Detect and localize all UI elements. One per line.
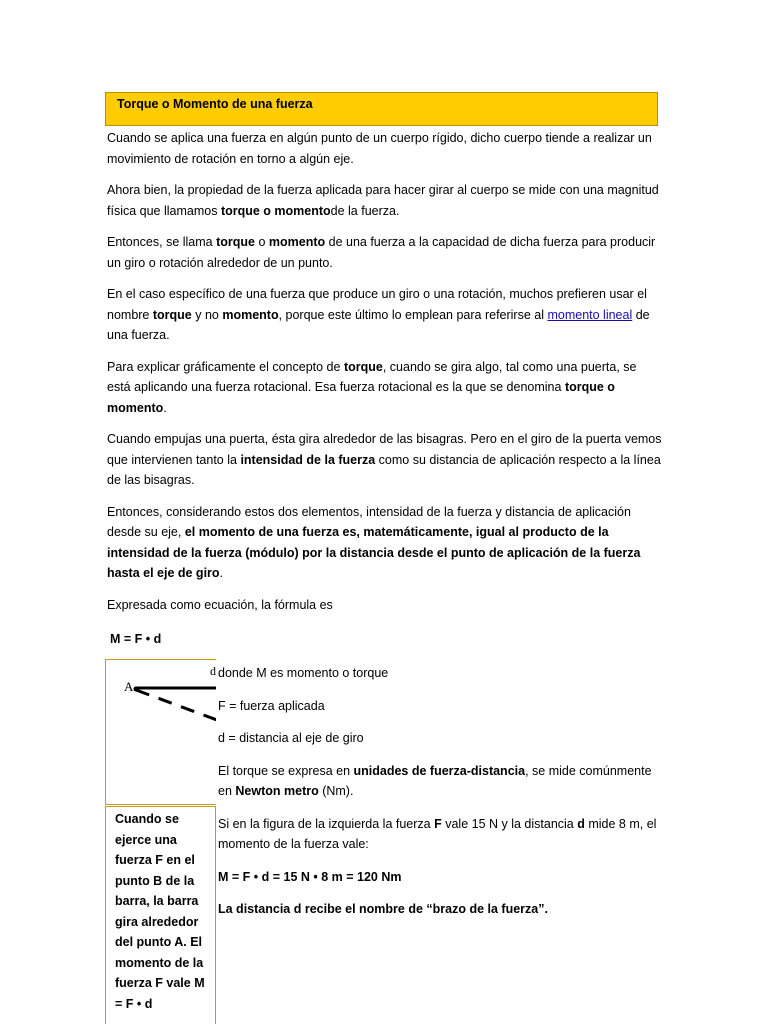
paragraph-7	[107, 502, 662, 584]
pivot-point	[134, 687, 139, 692]
units-text-mid: , se mide comúnmente en	[218, 763, 652, 798]
p2-text: Ahora bien, la propiedad de la fuerza aplicada para hacer girar al cuerpo se mide con una magnitud física que llamamos	[107, 183, 659, 218]
p7-bold: el momento de una fuerza es, matemáticamente, igual al producto de la intensidad de la fuerza (módulo) por la distancia desde el punto de aplicación de la fuerza hasta el eje de giro	[107, 525, 641, 580]
figure-caption: Cuando se ejerce una fuerza F en el punto B de la barra, la barra gira alrededor del punto A. El momento de la fuerza F vale M = F • d	[115, 812, 205, 1011]
section-title-bar	[105, 92, 658, 126]
example-text: Si en la figura de la izquierda la fuerza	[218, 816, 435, 831]
p5-text-end: .	[163, 400, 167, 415]
lever-diagram-svg	[106, 660, 216, 805]
definition-d: d = distancia al eje de giro	[218, 731, 364, 745]
paragraph-3	[107, 232, 662, 273]
paragraph-2	[107, 180, 662, 221]
paragraph-6	[107, 429, 662, 491]
p4-bold-torque: torque	[152, 307, 192, 322]
example-text-mid: vale 15 N y la distancia	[441, 816, 578, 831]
p2-bold: torque o momento	[220, 203, 331, 218]
units-bold: unidades de fuerza-distancia	[353, 763, 526, 778]
momento-lineal-link[interactable]: momento lineal	[547, 307, 633, 322]
body-text	[107, 128, 662, 626]
example-bold-d: d	[577, 816, 585, 831]
p3-bold-torque: torque	[216, 235, 255, 249]
units-text: El torque se expresa en	[218, 763, 354, 778]
p5-text-mid: , cuando se gira algo, tal como una puerta, se está aplicando una fuerza rotacional. Esa fuerza rotacional es la que se denomina	[107, 359, 637, 394]
rotated-bar-dashed	[136, 690, 216, 720]
p7-text: Entonces, considerando estos dos elementos, intensidad de la fuerza y distancia de aplicación desde su eje,	[107, 504, 631, 539]
p2-text-end: de la fuerza.	[330, 203, 400, 218]
p6-text: Cuando empujas una puerta, ésta gira alrededor de las bisagras. Pero en el giro de la puerta vemos que intervienen tanto la	[107, 432, 662, 467]
p4-text-end: de una fuerza.	[107, 307, 650, 342]
p4-text-mid: y no	[191, 307, 223, 322]
formula: M = F • d	[110, 632, 162, 646]
section-title: Torque o Momento de una fuerza	[117, 97, 313, 111]
p6-text-end: como su distancia de aplicación respecto a la línea de las bisagras.	[107, 452, 661, 487]
torque-units	[218, 761, 663, 802]
p5-bold-torque-momento: torque o momento	[107, 380, 615, 415]
figure-label-a: A	[124, 679, 134, 694]
paragraph-8: Expresada como ecuación, la fórmula es	[107, 597, 333, 612]
example-text-end: mide 8 m, el momento de la fuerza vale:	[218, 816, 657, 851]
figure-label-d: d	[210, 664, 216, 678]
p7-text-end: .	[219, 566, 224, 580]
p3-text: Entonces, se llama	[107, 235, 217, 249]
p3-text-mid: o	[254, 235, 269, 249]
p4-text-mid2: , porque este último lo emplean para referirse al	[278, 307, 548, 322]
definition-f: F = fuerza aplicada	[218, 698, 325, 713]
p5-bold-torque: torque	[343, 359, 383, 374]
paragraph-1: Cuando se aplica una fuerza en algún punto de un cuerpo rígido, dicho cuerpo tiende a realizar un movimiento de rotación en torno a algún eje.	[107, 131, 652, 166]
example-bold-f: F	[434, 816, 442, 831]
example-statement	[218, 814, 663, 855]
paragraph-4	[107, 284, 662, 346]
units-text-end: (Nm).	[318, 784, 354, 798]
newton-metro-bold: Newton metro	[235, 784, 319, 798]
figure-caption-box	[105, 806, 216, 1024]
paragraph-5	[107, 357, 662, 419]
p6-bold: intensidad de la fuerza	[240, 452, 376, 467]
lever-figure	[105, 659, 216, 805]
lever-arm-note: La distancia d recibe el nombre de “brazo de la fuerza”.	[218, 902, 548, 916]
p3-bold-momento: momento	[268, 235, 326, 249]
p3-text-end: de una fuerza a la capacidad de dicha fuerza para producir un giro o rotación alrededor de un punto.	[107, 235, 656, 270]
p5-text: Para explicar gráficamente el concepto de	[107, 359, 344, 374]
formula-explanation	[218, 663, 663, 932]
definition-m: donde M es momento o torque	[218, 666, 389, 680]
p4-text: En el caso específico de una fuerza que produce un giro o una rotación, muchos prefieren usar el nombre	[107, 287, 647, 322]
example-calculation: M = F • d = 15 N • 8 m = 120 Nm	[218, 869, 402, 884]
p4-bold-momento: momento	[222, 307, 279, 322]
